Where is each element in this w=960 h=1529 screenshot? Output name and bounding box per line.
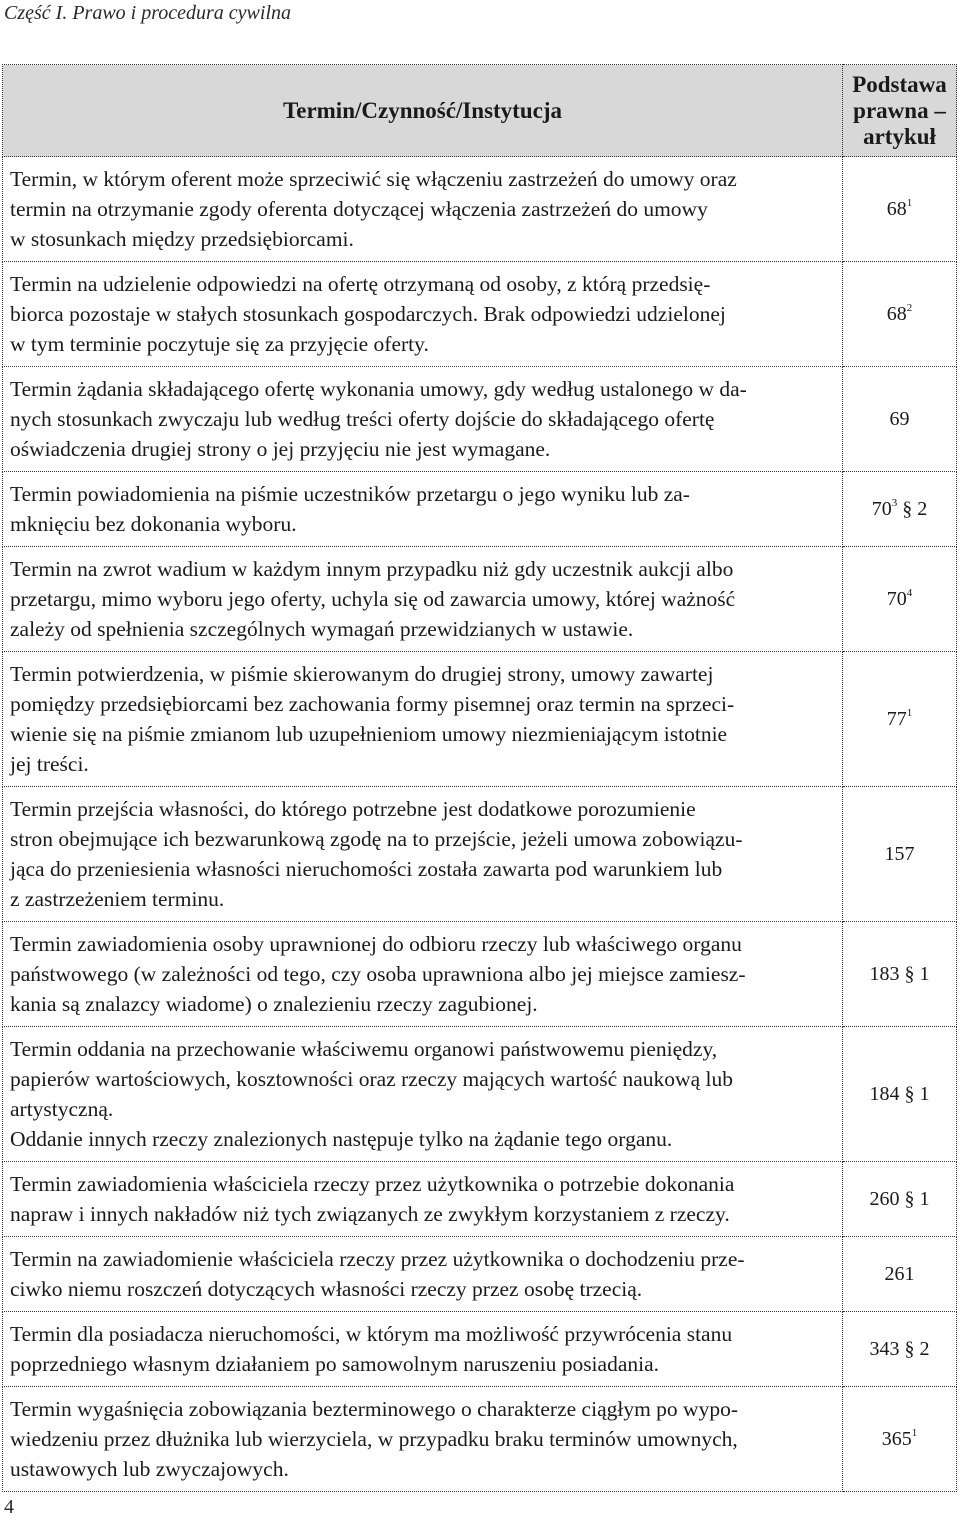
legal-basis-article [843,652,957,787]
table-row [3,367,957,472]
table-row [3,787,957,922]
term-description [3,1027,843,1162]
article-superscript: 4 [906,586,913,599]
header-term-activity: Termin/Czynność/Instytucja [3,65,843,157]
table-row [3,922,957,1027]
article-number: 260 [869,1187,900,1210]
legal-basis-article [843,922,957,1027]
table-row [3,1237,957,1312]
description-line: Termin zawiadomienia osoby uprawnionej do odbioru rzeczy lub właściwego organu [10,932,742,956]
description-line: ustawowych lub zwyczajowych. [10,1457,289,1481]
table-row [3,547,957,652]
table-row [3,262,957,367]
description-line: Termin wygaśnięcia zobowiązania bezterminowego o charakterze ciągłym po wypo- [10,1397,738,1421]
description-line: Termin zawiadomienia właściciela rzeczy przez użytkownika o potrzebie dokonania [10,1172,735,1196]
term-description [3,652,843,787]
description-line: stron obejmujące ich bezwarunkową zgodę na to przejście, jeżeli umowa zobowiązu- [10,827,743,851]
article-superscript: 1 [906,706,913,719]
header-legal-basis-line: Podstawa [852,71,947,97]
term-description [3,1312,843,1387]
table-row [3,157,957,262]
legal-basis-article [843,547,957,652]
article-number: 261 [884,1262,915,1285]
description-line: termin na otrzymanie zgody oferenta dotyczącej włączenia zastrzeżeń do umowy [10,197,708,221]
term-description [3,922,843,1027]
table-row [3,1027,957,1162]
article-section: § 1 [904,962,930,985]
legal-basis-article [843,1162,957,1237]
description-line: Oddanie innych rzeczy znalezionych następuje tylko na żądanie tego organu. [10,1127,673,1151]
term-description [3,157,843,262]
article-superscript: 1 [911,1426,918,1439]
description-line: jąca do przeniesienia własności nieruchomości została zawarta pod warunkiem lub [10,857,723,881]
legal-basis-article [843,1027,957,1162]
description-line: wiedzeniu przez dłużnika lub wierzyciela, w przypadku braku terminów umownych, [10,1427,738,1451]
description-line: Termin oddania na przechowanie właściwemu organowi państwowemu pieniędzy, [10,1037,718,1061]
description-line: biorca pozostaje w stałych stosunkach gospodarczych. Brak odpowiedzi udzielonej [10,302,726,326]
article-number: 70 [886,587,907,610]
description-line: Termin na zawiadomienie właściciela rzeczy przez użytkownika o dochodzeniu prze- [10,1247,745,1271]
legal-basis-article [843,1387,957,1492]
description-line: Termin potwierdzenia, w piśmie skierowanym do drugiej strony, umowy zawartej [10,662,714,686]
article-number: 69 [889,407,910,430]
description-line: przetargu, mimo wyboru jego oferty, uchyla się od zawarcia umowy, której ważność [10,587,736,611]
article-section: § 2 [904,1337,930,1360]
legal-basis-article [843,1237,957,1312]
description-line: oświadczenia drugiej strony o jej przyjęciu nie jest wymagane. [10,437,551,461]
description-line: Termin na zwrot wadium w każdym innym przypadku niż gdy uczestnik aukcji albo [10,557,734,581]
table-row [3,1387,957,1492]
article-section: § 2 [902,497,928,520]
description-line: papierów wartościowych, kosztowności oraz rzeczy mających wartość naukową lub [10,1067,733,1091]
description-line: artystyczną. [10,1097,114,1121]
description-line: kania są znalazcy wiadome) o znalezieniu rzeczy zagubionej. [10,992,538,1016]
legal-basis-article [843,157,957,262]
article-number: 68 [886,302,907,325]
description-line: nych stosunkach zwyczaju lub według treści oferty dojście do składającego ofertę [10,407,715,431]
header-legal-basis-line: artykuł [863,123,936,149]
description-line: ciwko niemu roszczeń dotyczących własności rzeczy przez osobę trzecią. [10,1277,643,1301]
description-line: w tym terminie poczytuje się za przyjęcie oferty. [10,332,429,356]
article-number: 157 [884,842,915,865]
article-number: 184 [869,1082,900,1105]
article-number: 365 [881,1427,912,1450]
legal-basis-article [843,787,957,922]
description-line: z zastrzeżeniem terminu. [10,887,225,911]
description-line: państwowego (w zależności od tego, czy osoba uprawniona albo jej miejsce zamiesz- [10,962,746,986]
term-description [3,547,843,652]
description-line: Termin żądania składającego ofertę wykonania umowy, gdy według ustalonego w da- [10,377,747,401]
table-header-row [3,65,957,157]
article-number: 343 [869,1337,900,1360]
description-line: wienie się na piśmie zmianom lub uzupełnieniom umowy niezmieniającym istotnie [10,722,728,746]
page-number: 4 [4,1496,14,1518]
deadlines-table [2,64,957,1492]
description-line: Termin przejścia własności, do którego potrzebne jest dodatkowe porozumienie [10,797,696,821]
description-line: zależy od spełnienia szczególnych wymagań przewidzianych w ustawie. [10,617,634,641]
table-row [3,1162,957,1237]
legal-basis-article [843,1312,957,1387]
article-number: 68 [886,197,907,220]
description-line: mknięciu bez dokonania wyboru. [10,512,297,536]
running-head: Część I. Prawo i procedura cywilna [4,2,292,24]
article-number: 183 [869,962,900,985]
term-description [3,1237,843,1312]
term-description [3,787,843,922]
table-row [3,472,957,547]
article-superscript: 1 [906,196,913,209]
article-superscript: 3 [891,496,898,509]
table-row [3,1312,957,1387]
term-description [3,367,843,472]
header-legal-basis-line: prawna – [853,97,946,123]
term-description [3,262,843,367]
term-description [3,1162,843,1237]
legal-basis-article [843,367,957,472]
description-line: pomiędzy przedsiębiorcami bez zachowania formy pisemnej oraz termin na sprzeci- [10,692,735,716]
term-description [3,472,843,547]
description-line: jej treści. [10,752,89,776]
description-line: napraw i innych nakładów niż tych związanych ze zwykłym korzystaniem z rzeczy. [10,1202,730,1226]
description-line: Termin powiadomienia na piśmie uczestników przetargu o jego wyniku lub za- [10,482,690,506]
article-section: § 1 [904,1082,930,1105]
legal-basis-article [843,472,957,547]
article-section: § 1 [904,1187,930,1210]
term-description [3,1387,843,1492]
legal-basis-article [843,262,957,367]
article-superscript: 2 [906,301,913,314]
article-number: 77 [886,707,907,730]
description-line: w stosunkach między przedsiębiorcami. [10,227,354,251]
description-line: Termin dla posiadacza nieruchomości, w którym ma możliwość przywrócenia stanu [10,1322,733,1346]
header-legal-basis [843,65,957,157]
table-row [3,652,957,787]
article-number: 70 [871,497,892,520]
description-line: Termin, w którym oferent może sprzeciwić się włączeniu zastrzeżeń do umowy oraz [10,167,737,191]
description-line: Termin na udzielenie odpowiedzi na ofertę otrzymaną od osoby, z którą przedsię- [10,272,711,296]
description-line: poprzedniego własnym działaniem po samowolnym naruszeniu posiadania. [10,1352,660,1376]
